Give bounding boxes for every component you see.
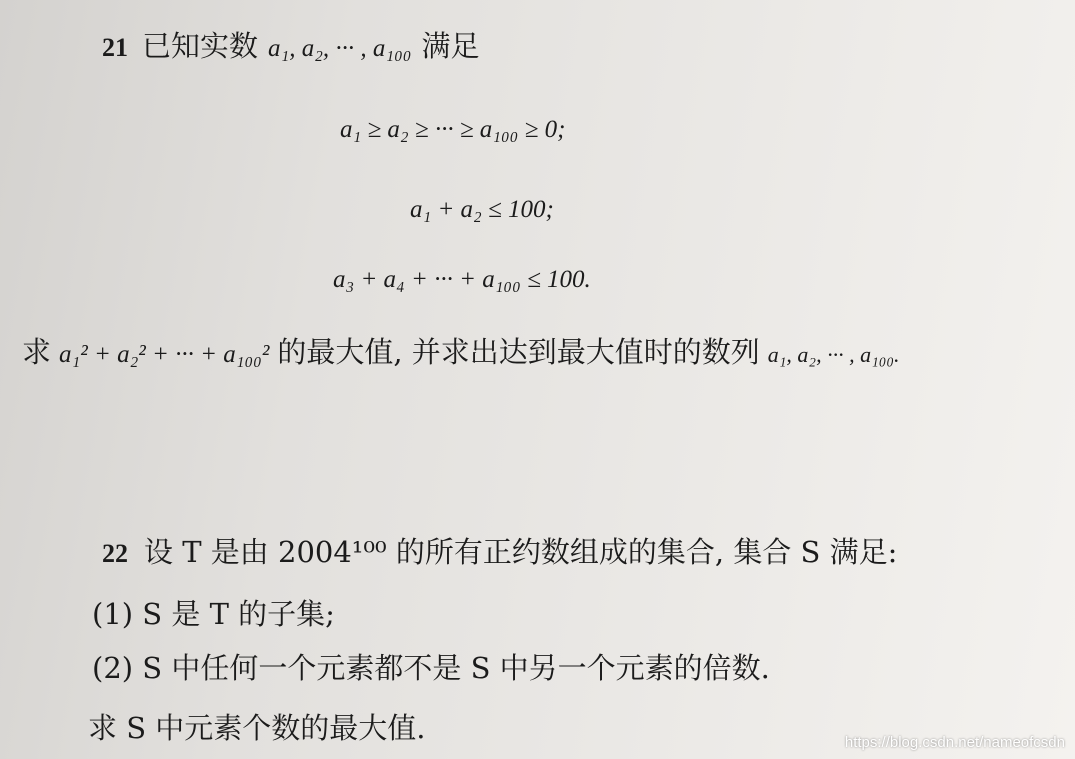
- problem-intro: 设 T 是由 2004¹⁰⁰ 的所有正约数组成的集合, 集合 S 满足:: [144, 535, 898, 569]
- problem-21-question: [22, 330, 900, 371]
- problem-21-heading: [102, 24, 480, 65]
- question-expression: a₁² + a₂² + ··· + a₁₀₀²: [59, 341, 270, 368]
- question-start: 求: [22, 335, 52, 369]
- problem-intro-end: 满足: [421, 29, 480, 63]
- intro-variables: a₁, a₂, ··· , a₁₀₀: [268, 35, 412, 62]
- condition-item-2: (2) S 中任何一个元素都不是 S 中另一个元素的倍数.: [92, 651, 770, 685]
- question-middle: 的最大值, 并求出达到最大值时的数列: [277, 335, 760, 369]
- problem-intro: 已知实数: [142, 29, 259, 63]
- problem-number: 22: [102, 539, 128, 568]
- question-variables: a₁, a₂, ··· , a₁₀₀.: [767, 342, 900, 367]
- condition-2: a₁ + a₂ ≤ 100;: [410, 196, 554, 223]
- watermark: https://blog.csdn.net/nameofcsdn: [844, 734, 1065, 751]
- condition-3: a₃ + a₄ + ··· + a₁₀₀ ≤ 100.: [333, 266, 591, 293]
- problem-22-question: 求 S 中元素个数的最大值.: [88, 711, 426, 745]
- problem-number: 21: [102, 33, 128, 62]
- condition-1: a₁ ≥ a₂ ≥ ··· ≥ a₁₀₀ ≥ 0;: [340, 116, 566, 143]
- problem-22-heading: [102, 530, 897, 571]
- condition-item-1: (1) S 是 T 的子集;: [92, 597, 335, 631]
